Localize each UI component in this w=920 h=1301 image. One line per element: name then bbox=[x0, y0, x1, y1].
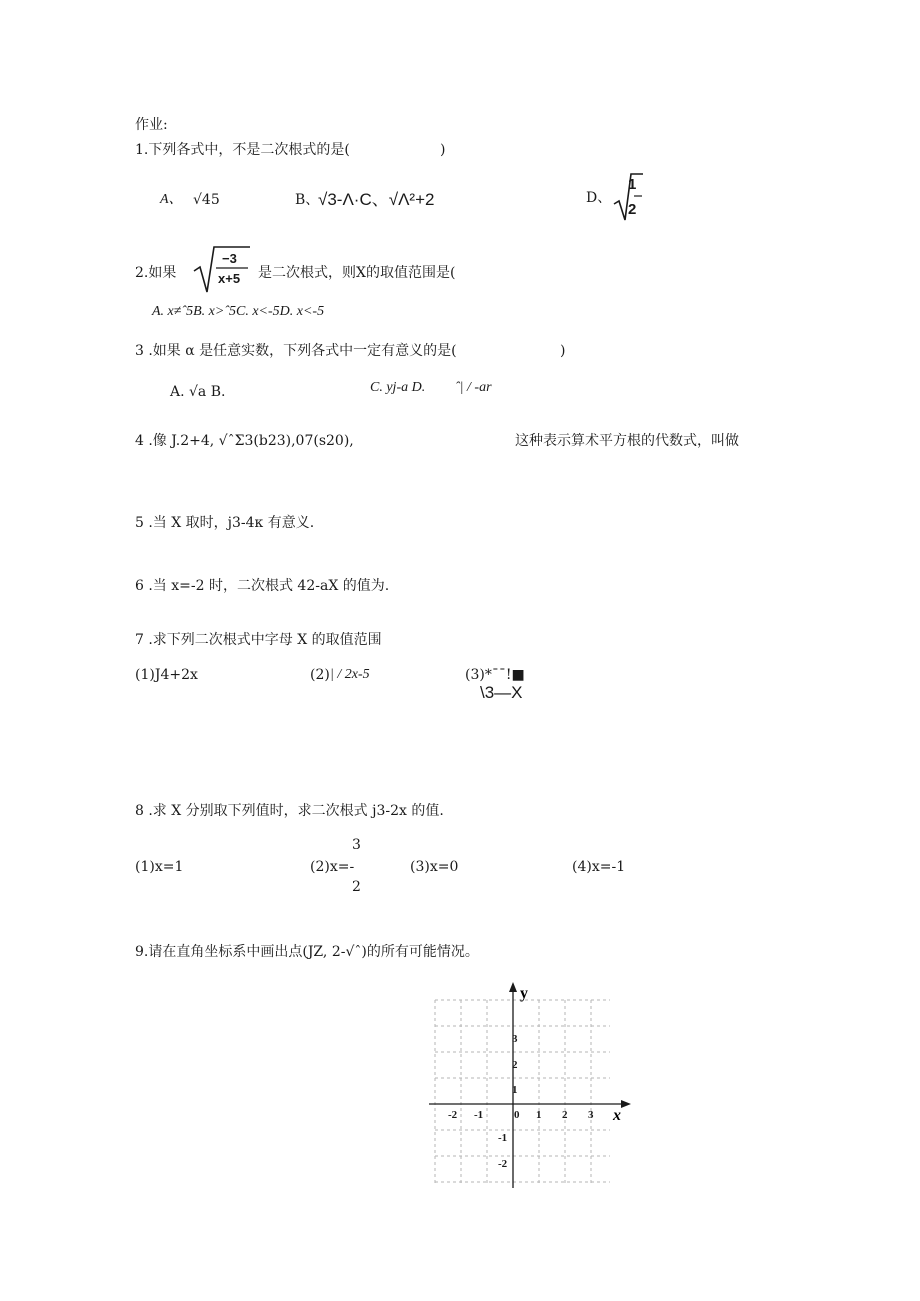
question-9: 9.请在直角坐标系中画出点(JZ, 2-√ˆ)的所有可能情况。 bbox=[135, 944, 479, 960]
homework-header: 作业: bbox=[135, 117, 168, 133]
question-3-option-ab: A. √a B. bbox=[170, 384, 226, 400]
question-8-part-4: (4)x=-1 bbox=[572, 859, 626, 875]
question-1-blank-close: ) bbox=[440, 142, 446, 158]
x-tick-label: 3 bbox=[588, 1109, 594, 1121]
question-6: 6 .当 x=-2 时，二次根式 42-aX 的值为. bbox=[135, 578, 390, 594]
y-tick-label: 2 bbox=[512, 1059, 518, 1071]
question-1-option-b-label: B、 bbox=[295, 192, 320, 208]
grid-lines bbox=[435, 1000, 610, 1185]
question-8-part-2-numerator: 3 bbox=[352, 837, 361, 853]
x-tick-label: 2 bbox=[562, 1109, 568, 1121]
question-7-part-2-value: | / 2x-5 bbox=[330, 667, 370, 682]
y-tick-label: 3 bbox=[512, 1033, 518, 1045]
question-1-option-d-label: D、 bbox=[586, 190, 612, 206]
x-tick-label: -2 bbox=[448, 1109, 458, 1121]
question-3-close: ) bbox=[560, 343, 566, 359]
question-1-option-a-value: √45 bbox=[193, 192, 220, 208]
x-axis-label: x bbox=[613, 1107, 621, 1124]
question-1-option-d-denominator: 2 bbox=[628, 201, 637, 218]
x-axis-arrow-icon bbox=[621, 1100, 631, 1108]
question-7-part-1: (1)J4+2x bbox=[135, 667, 198, 683]
question-2-options: A. x≠ˆ5B. x>ˆ5C. x<-5D. x<-5 bbox=[152, 304, 325, 319]
y-axis-arrow-icon bbox=[509, 982, 517, 992]
question-7-part-3-top: (3)*ˉˉ!■ bbox=[465, 667, 525, 683]
question-5: 5 .当 X 取时，j3-4κ 有意义. bbox=[135, 515, 315, 531]
x-tick-label: -1 bbox=[474, 1109, 484, 1121]
question-4-right: 这种表示算术平方根的代数式，叫做 bbox=[515, 433, 739, 449]
question-8-part-2: (2)x=- bbox=[310, 859, 355, 875]
question-8-part-2-denominator: 2 bbox=[352, 879, 361, 895]
question-1-stem: 1.下列各式中，不是二次根式的是( bbox=[135, 142, 350, 158]
question-2-denominator: x+5 bbox=[218, 271, 241, 286]
question-8-part-3: (3)x=0 bbox=[410, 859, 459, 875]
question-8-part-1: (1)x=1 bbox=[135, 859, 184, 875]
question-1-option-a-label: A、 bbox=[160, 192, 183, 207]
question-8-stem: 8 .求 X 分别取下列值时，求二次根式 j3-2x 的值. bbox=[135, 803, 444, 819]
x-tick-label: 0 bbox=[514, 1109, 520, 1121]
question-7-stem: 7 .求下列二次根式中字母 X 的取值范围 bbox=[135, 632, 382, 648]
question-7-part-2-label: (2) bbox=[310, 667, 330, 683]
question-2-lead: 2.如果 bbox=[135, 265, 177, 281]
coordinate-grid bbox=[425, 980, 640, 1192]
question-2-tail: 是二次根式，则X的取值范围是( bbox=[258, 265, 456, 281]
question-7-part-3-bottom: \3—X bbox=[480, 683, 523, 702]
question-1-option-bc-value: √3-Λ·C、√Λ²+2 bbox=[318, 190, 435, 209]
question-3-option-d-value: ˆ| / -ar bbox=[455, 380, 492, 395]
x-tick-label: 1 bbox=[536, 1109, 542, 1121]
question-1-option-d-numerator: 1 bbox=[628, 176, 637, 193]
question-2-numerator: −3 bbox=[222, 251, 237, 266]
question-3-option-cd: C. yj-a D. bbox=[370, 380, 426, 395]
y-tick-label: 1 bbox=[512, 1084, 518, 1096]
question-3-stem: 3 .如果 α 是任意实数，下列各式中一定有意义的是( bbox=[135, 343, 457, 359]
y-axis-label: y bbox=[520, 985, 528, 1002]
y-tick-label: -2 bbox=[498, 1158, 508, 1170]
y-tick-label: -1 bbox=[498, 1132, 508, 1144]
question-4-left: 4 .像 J.2+4, √ˆΣ3(b23),07(s20), bbox=[135, 433, 354, 449]
